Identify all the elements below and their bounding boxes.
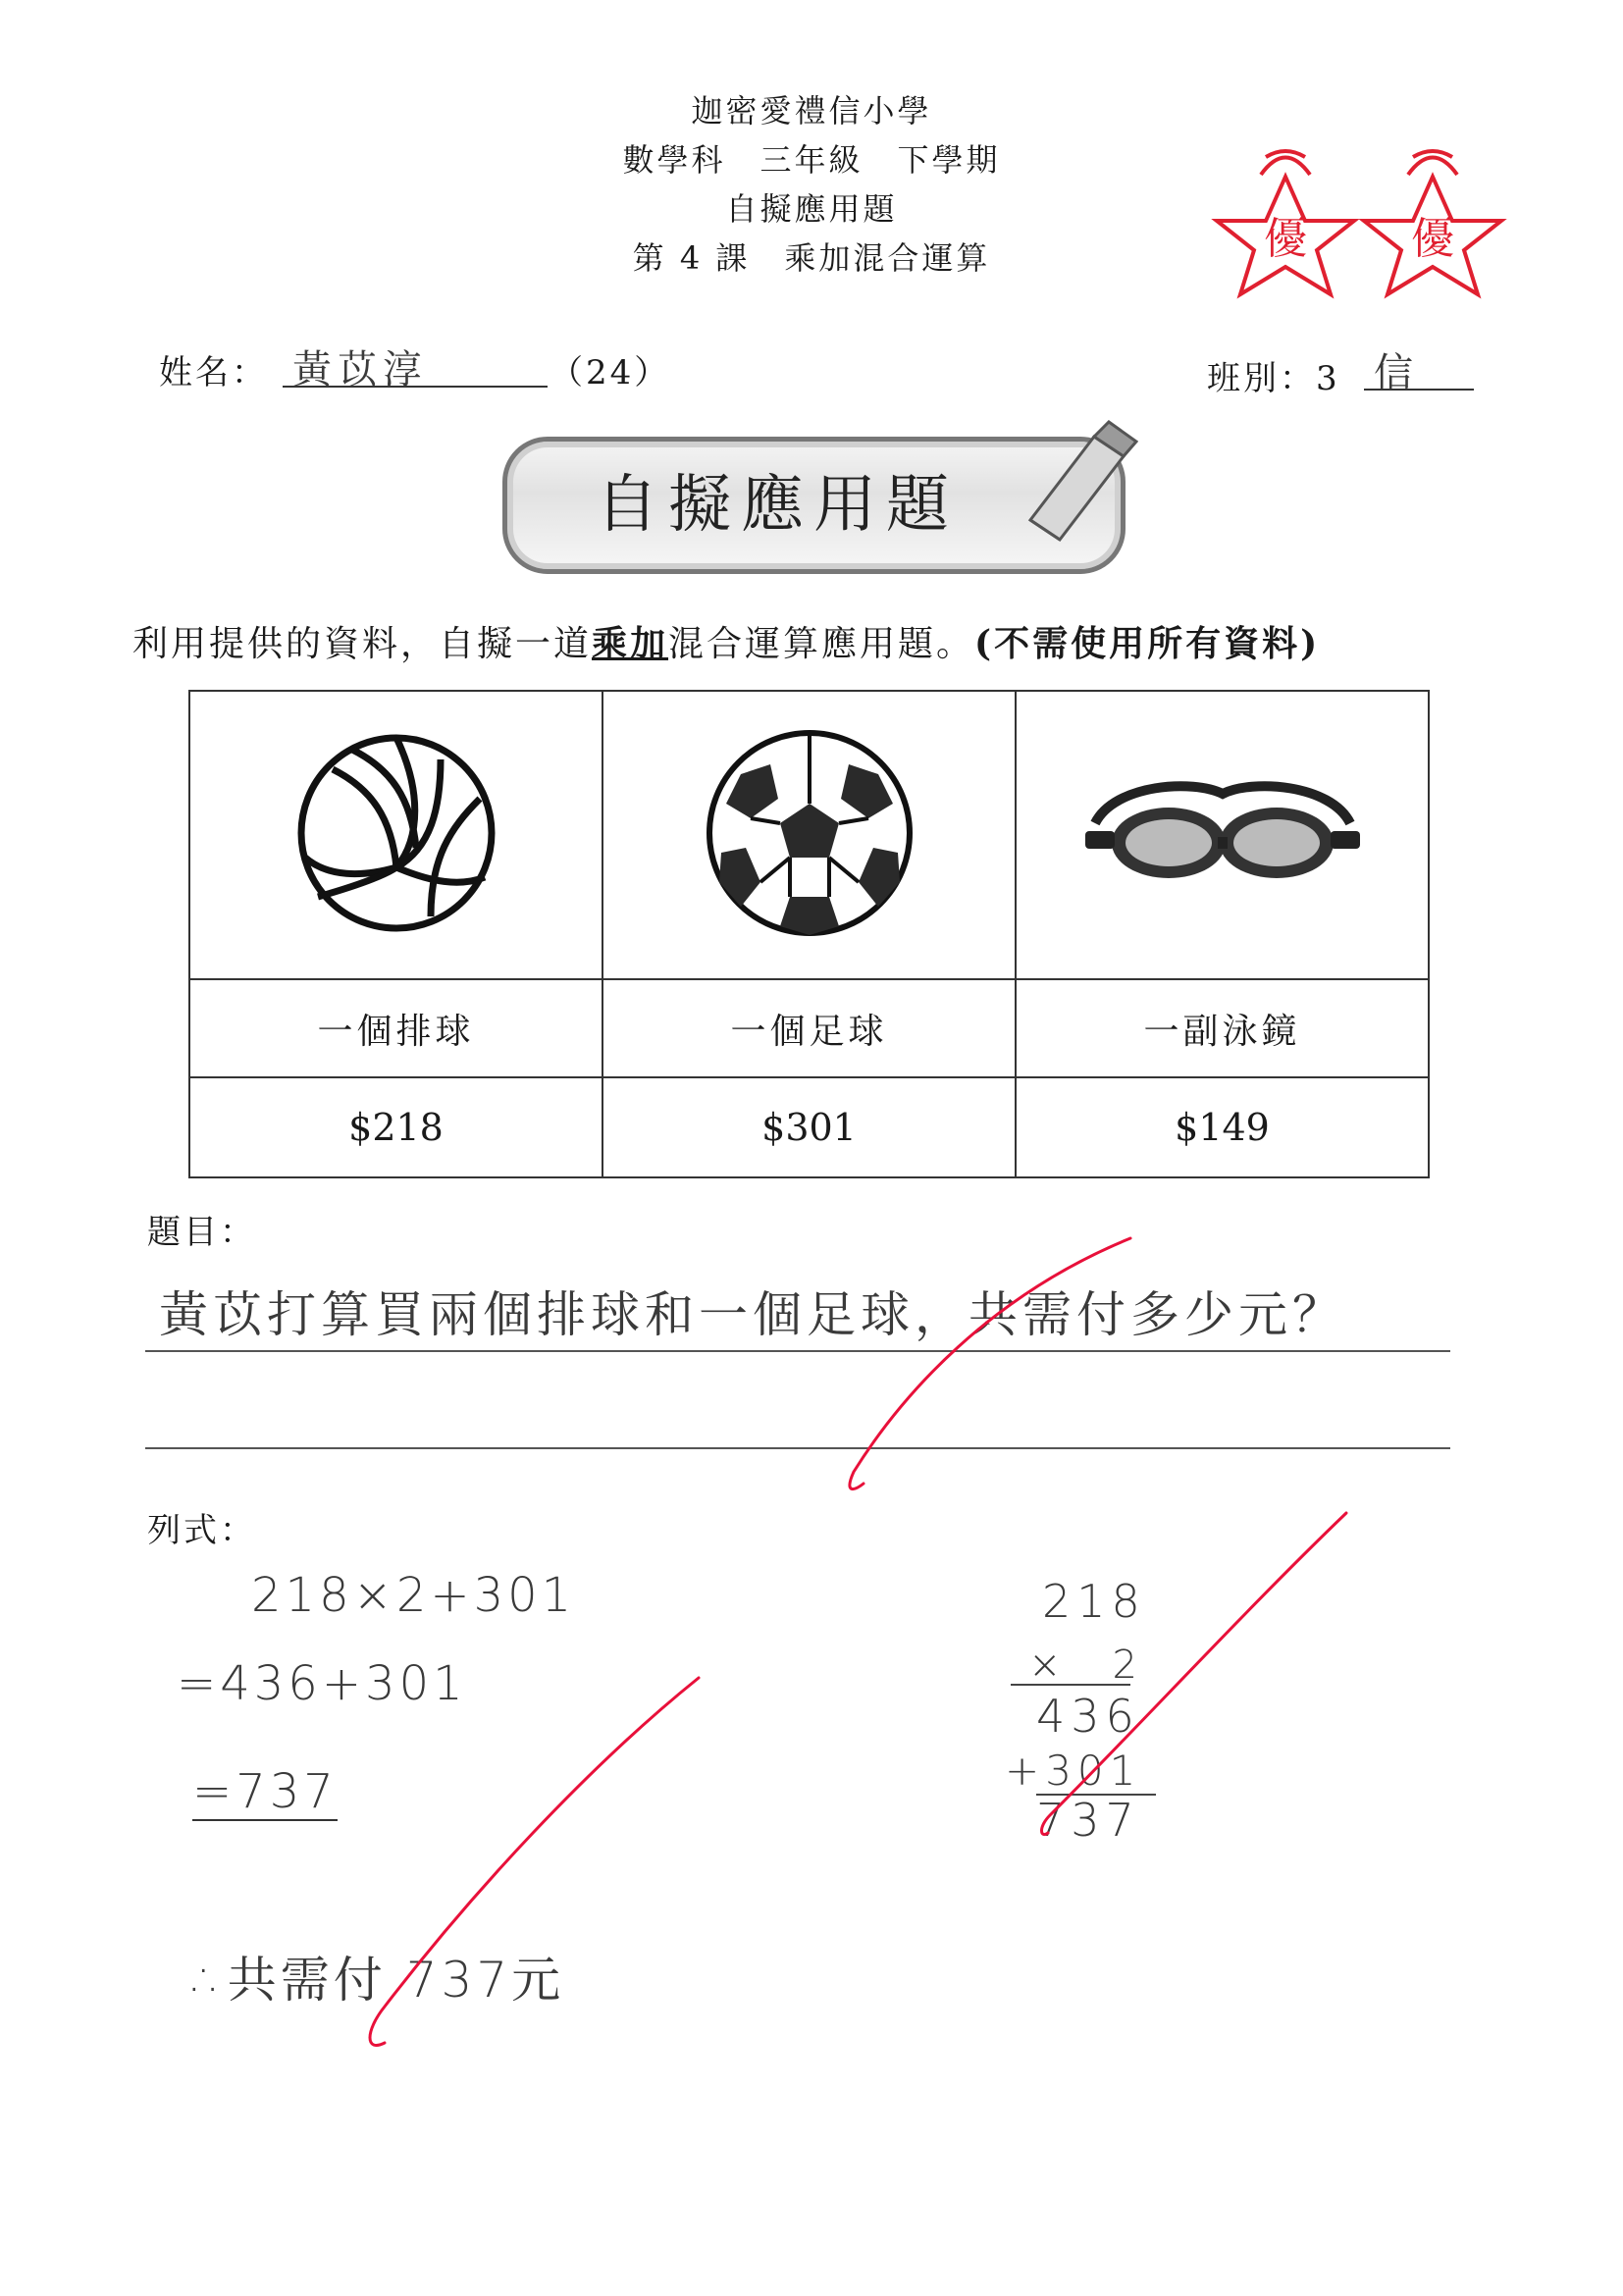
banner-title: 自擬應用題 — [596, 469, 959, 542]
instruction — [132, 616, 1320, 666]
image-row — [189, 691, 1429, 979]
answer-line-1 — [145, 1350, 1450, 1352]
class-value: 信 — [1374, 350, 1413, 395]
vertical-line-1: 218 — [1042, 1575, 1146, 1628]
school-name: 迦密愛禮信小學 — [691, 92, 932, 130]
instruction-bold: 乘加 — [592, 623, 669, 664]
swimming-goggles-icon — [1075, 764, 1370, 902]
working-line-3: =737 — [192, 1764, 338, 1819]
name-row — [189, 979, 1429, 1077]
name-value: 黃苡淳 — [292, 347, 428, 392]
volleyball-icon — [293, 730, 499, 936]
instruction-note: (不需使用所有資料) — [974, 623, 1321, 664]
chalk-icon — [1011, 412, 1138, 549]
item-price: $149 — [1016, 1077, 1429, 1177]
instruction-after: 混合運算應用題。 — [668, 624, 975, 664]
question-answer[interactable]: 黃苡打算買兩個排球和一個足球，共需付多少元？ — [159, 1286, 1346, 1343]
vertical-line-5: 737 — [1036, 1794, 1140, 1847]
stamp-char-2: 優 — [1411, 214, 1454, 264]
lesson-line: 第 4 課 乘加混合運算 — [632, 239, 991, 277]
instruction-before: 利用提供的資料，自擬一道 — [132, 624, 593, 664]
soccer-ball-icon — [702, 725, 917, 941]
excellence-stamps — [1207, 137, 1521, 304]
items-table — [188, 690, 1430, 1178]
stamp-char-1: 優 — [1264, 214, 1307, 264]
item-image-cell — [1016, 691, 1429, 979]
vertical-line-2: × 2 — [1028, 1643, 1143, 1688]
item-image-cell — [189, 691, 602, 979]
answer-line-2 — [145, 1447, 1450, 1449]
price-row — [189, 1077, 1429, 1177]
vertical-rule-1 — [1011, 1684, 1130, 1686]
working-line-2: =436+301 — [177, 1656, 467, 1711]
item-name: 一副泳鏡 — [1016, 979, 1429, 1077]
working-label: 列式： — [147, 1511, 256, 1550]
item-price: $218 — [189, 1077, 602, 1177]
class-field[interactable] — [1364, 341, 1474, 395]
name-field[interactable] — [283, 339, 548, 392]
vertical-line-4: +301 — [1005, 1747, 1142, 1795]
item-price: $301 — [602, 1077, 1016, 1177]
student-number: （24） — [550, 353, 671, 392]
item-name: 一個排球 — [189, 979, 602, 1077]
item-name: 一個足球 — [602, 979, 1016, 1077]
name-label: 姓名： — [159, 353, 268, 392]
class-label: 班別：3 — [1207, 359, 1340, 398]
item-image-cell — [602, 691, 1016, 979]
subject-line: 數學科 三年級 下學期 — [622, 141, 1001, 179]
question-label: 題目： — [147, 1213, 256, 1252]
topic-line: 自擬應用題 — [725, 190, 898, 228]
final-answer: ∴共需付 737元 — [192, 1952, 565, 2009]
vertical-line-3: 436 — [1036, 1690, 1140, 1743]
working-line-1: 218×2+301 — [251, 1568, 576, 1623]
